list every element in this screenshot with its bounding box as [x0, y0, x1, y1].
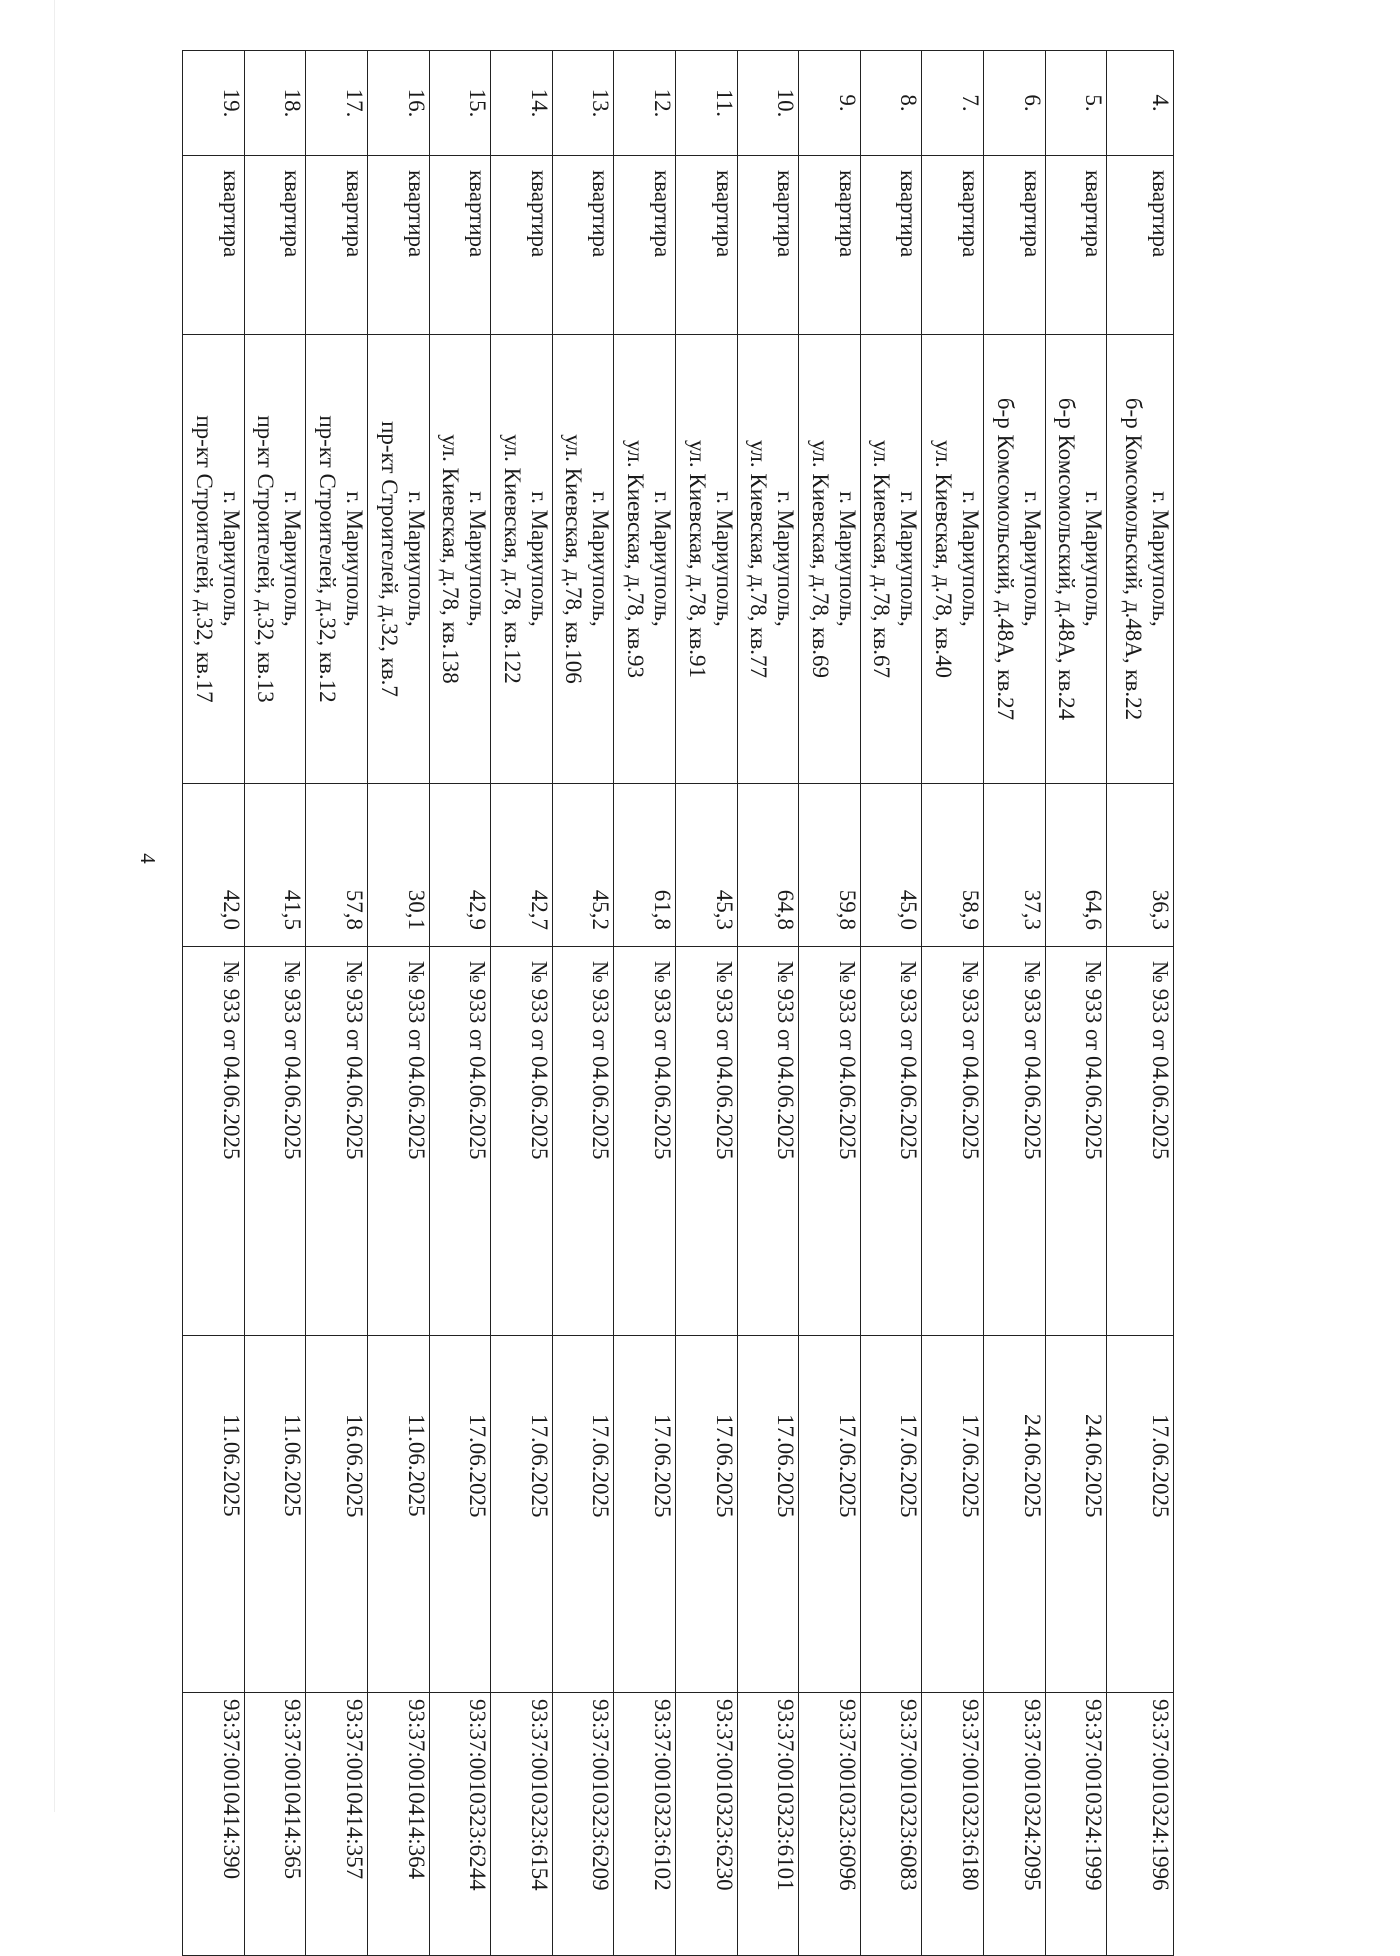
table-row — [368, 51, 430, 1956]
cell-cadastral-number: 93:37:0010414:357 — [306, 1693, 368, 1956]
cell-cadastral-number: 93:37:0010323:6244 — [429, 1693, 491, 1956]
cell-decree-reference: № 933 от 04.06.2025 — [306, 947, 368, 1336]
cell-registration-date: 11.06.2025 — [244, 1336, 306, 1693]
cell-row-number: 15. — [429, 51, 491, 156]
cell-registration-date: 17.06.2025 — [552, 1336, 614, 1693]
table-row — [614, 51, 676, 1956]
cell-cadastral-number: 93:37:0010324:1999 — [1045, 1693, 1107, 1956]
address-street: ул. Киевская, д.78, кв.77 — [746, 439, 772, 679]
cell-area: 64,8 — [737, 784, 799, 947]
cell-object-type: квартира — [1107, 156, 1174, 335]
cell-row-number: 14. — [491, 51, 553, 156]
cell-decree-reference: № 933 от 04.06.2025 — [368, 947, 430, 1336]
cell-area: 61,8 — [614, 784, 676, 947]
cell-address — [1107, 335, 1174, 784]
table-row — [491, 51, 553, 1956]
table-body — [183, 51, 1174, 1956]
address-city: г. Мариуполь, — [1148, 491, 1173, 627]
cell-registration-date: 24.06.2025 — [984, 1336, 1046, 1693]
address-street: б-р Комсомольский, д.48А, кв.22 — [1121, 397, 1146, 721]
cell-row-number: 16. — [368, 51, 430, 156]
cell-area: 37,3 — [984, 784, 1046, 947]
cell-area: 36,3 — [1107, 784, 1174, 947]
address-city: г. Мариуполь, — [1081, 491, 1107, 627]
address-city: г. Мариуполь, — [342, 491, 368, 627]
cell-area: 45,2 — [552, 784, 614, 947]
cell-object-type: квартира — [1045, 156, 1107, 335]
address-street: ул. Киевская, д.78, кв.69 — [807, 439, 833, 679]
table-row — [306, 51, 368, 1956]
cell-registration-date: 11.06.2025 — [183, 1336, 245, 1693]
cell-decree-reference: № 933 от 04.06.2025 — [491, 947, 553, 1336]
scan-edge-line — [54, 0, 55, 1812]
cell-address — [429, 335, 491, 784]
cell-decree-reference: № 933 от 04.06.2025 — [183, 947, 245, 1336]
cell-object-type: квартира — [244, 156, 306, 335]
cell-address — [306, 335, 368, 784]
cell-registration-date: 17.06.2025 — [676, 1336, 738, 1693]
cell-address — [614, 335, 676, 784]
cell-cadastral-number: 93:37:0010323:6102 — [614, 1693, 676, 1956]
address-city: г. Мариуполь, — [958, 491, 984, 627]
cell-area: 30,1 — [368, 784, 430, 947]
cell-object-type: квартира — [984, 156, 1046, 335]
address-street: б-р Комсомольский, д.48А, кв.24 — [1054, 397, 1080, 721]
cell-decree-reference: № 933 от 04.06.2025 — [676, 947, 738, 1336]
cell-row-number: 12. — [614, 51, 676, 156]
cell-decree-reference: № 933 от 04.06.2025 — [244, 947, 306, 1336]
address-street: пр-кт Строителей, д.32, кв.17 — [191, 415, 217, 703]
address-city: г. Мариуполь, — [650, 491, 676, 627]
address-city: г. Мариуполь, — [280, 491, 306, 627]
cell-decree-reference: № 933 от 04.06.2025 — [614, 947, 676, 1336]
cell-registration-date: 17.06.2025 — [860, 1336, 922, 1693]
address-street: пр-кт Строителей, д.32, кв.12 — [315, 415, 341, 703]
cell-address — [799, 335, 861, 784]
address-street: ул. Киевская, д.78, кв.122 — [499, 434, 525, 684]
cell-registration-date: 17.06.2025 — [429, 1336, 491, 1693]
rotated-table-container — [182, 50, 1174, 1891]
cell-row-number: 18. — [244, 51, 306, 156]
cell-cadastral-number: 93:37:0010324:1996 — [1107, 1693, 1174, 1956]
address-city: г. Мариуполь, — [1019, 491, 1045, 627]
address-city: г. Мариуполь, — [896, 491, 922, 627]
table-row — [244, 51, 306, 1956]
cell-address — [1045, 335, 1107, 784]
cell-area: 42,9 — [429, 784, 491, 947]
cell-area: 45,3 — [676, 784, 738, 947]
cell-row-number: 7. — [922, 51, 984, 156]
cell-row-number: 9. — [799, 51, 861, 156]
cell-decree-reference: № 933 от 04.06.2025 — [737, 947, 799, 1336]
cell-cadastral-number: 93:37:0010323:6180 — [922, 1693, 984, 1956]
cell-cadastral-number: 93:37:0010414:365 — [244, 1693, 306, 1956]
cell-address — [183, 335, 245, 784]
cell-registration-date: 17.06.2025 — [1107, 1336, 1174, 1693]
cell-object-type: квартира — [183, 156, 245, 335]
cell-object-type: квартира — [737, 156, 799, 335]
cell-decree-reference: № 933 от 04.06.2025 — [1107, 947, 1174, 1336]
cell-object-type: квартира — [306, 156, 368, 335]
cell-cadastral-number: 93:37:0010323:6154 — [491, 1693, 553, 1956]
address-city: г. Мариуполь, — [403, 491, 429, 627]
cell-address — [552, 335, 614, 784]
cell-registration-date: 16.06.2025 — [306, 1336, 368, 1693]
cell-address — [860, 335, 922, 784]
cell-row-number: 11. — [676, 51, 738, 156]
cell-area: 45,0 — [860, 784, 922, 947]
cell-address — [491, 335, 553, 784]
cell-row-number: 5. — [1045, 51, 1107, 156]
cell-registration-date: 17.06.2025 — [491, 1336, 553, 1693]
table-row — [984, 51, 1046, 1956]
cell-object-type: квартира — [552, 156, 614, 335]
cell-registration-date: 24.06.2025 — [1045, 1336, 1107, 1693]
cell-cadastral-number: 93:37:0010414:390 — [183, 1693, 245, 1956]
cell-decree-reference: № 933 от 04.06.2025 — [860, 947, 922, 1336]
cell-registration-date: 17.06.2025 — [614, 1336, 676, 1693]
table-row — [860, 51, 922, 1956]
table-row — [552, 51, 614, 1956]
table-row — [737, 51, 799, 1956]
address-street: ул. Киевская, д.78, кв.40 — [931, 439, 957, 679]
cell-cadastral-number: 93:37:0010324:2095 — [984, 1693, 1046, 1956]
address-city: г. Мариуполь, — [218, 491, 244, 627]
cell-object-type: квартира — [614, 156, 676, 335]
cell-decree-reference: № 933 от 04.06.2025 — [1045, 947, 1107, 1336]
cell-address — [676, 335, 738, 784]
address-city: г. Мариуполь, — [526, 491, 552, 627]
cell-decree-reference: № 933 от 04.06.2025 — [429, 947, 491, 1336]
address-city: г. Мариуполь, — [465, 491, 491, 627]
cell-address — [984, 335, 1046, 784]
cell-cadastral-number: 93:37:0010323:6096 — [799, 1693, 861, 1956]
cell-cadastral-number: 93:37:0010323:6209 — [552, 1693, 614, 1956]
address-street: ул. Киевская, д.78, кв.93 — [623, 439, 649, 679]
cell-object-type: квартира — [922, 156, 984, 335]
cell-object-type: квартира — [860, 156, 922, 335]
cell-cadastral-number: 93:37:0010323:6101 — [737, 1693, 799, 1956]
address-city: г. Мариуполь, — [711, 491, 737, 627]
cell-address — [922, 335, 984, 784]
cell-area: 57,8 — [306, 784, 368, 947]
address-street: ул. Киевская, д.78, кв.91 — [684, 439, 710, 679]
cell-decree-reference: № 933 от 04.06.2025 — [984, 947, 1046, 1336]
table-row — [1045, 51, 1107, 1956]
cell-row-number: 17. — [306, 51, 368, 156]
cell-cadastral-number: 93:37:0010323:6083 — [860, 1693, 922, 1956]
cell-address — [244, 335, 306, 784]
cell-area: 41,5 — [244, 784, 306, 947]
cell-decree-reference: № 933 от 04.06.2025 — [799, 947, 861, 1336]
cell-cadastral-number: 93:37:0010323:6230 — [676, 1693, 738, 1956]
cell-registration-date: 17.06.2025 — [922, 1336, 984, 1693]
cell-object-type: квартира — [799, 156, 861, 335]
cell-row-number: 19. — [183, 51, 245, 156]
address-city: г. Мариуполь, — [773, 491, 799, 627]
cell-registration-date: 17.06.2025 — [799, 1336, 861, 1693]
cell-row-number: 4. — [1107, 51, 1174, 156]
cell-row-number: 8. — [860, 51, 922, 156]
cell-registration-date: 17.06.2025 — [737, 1336, 799, 1693]
address-city: г. Мариуполь, — [588, 491, 614, 627]
cell-row-number: 10. — [737, 51, 799, 156]
cell-object-type: квартира — [676, 156, 738, 335]
cell-area: 58,9 — [922, 784, 984, 947]
cell-decree-reference: № 933 от 04.06.2025 — [552, 947, 614, 1336]
cell-area: 42,7 — [491, 784, 553, 947]
cell-registration-date: 11.06.2025 — [368, 1336, 430, 1693]
property-table — [182, 50, 1174, 1956]
table-row — [183, 51, 245, 1956]
table-row — [1107, 51, 1174, 1956]
cell-area: 42,0 — [183, 784, 245, 947]
cell-cadastral-number: 93:37:0010414:364 — [368, 1693, 430, 1956]
cell-decree-reference: № 933 от 04.06.2025 — [922, 947, 984, 1336]
cell-object-type: квартира — [491, 156, 553, 335]
cell-row-number: 13. — [552, 51, 614, 156]
table-row — [922, 51, 984, 1956]
address-street: б-р Комсомольский, д.48А, кв.27 — [992, 397, 1018, 721]
page-number: 4 — [135, 853, 160, 864]
table-row — [676, 51, 738, 1956]
address-street: ул. Киевская, д.78, кв.106 — [561, 434, 587, 684]
cell-address — [737, 335, 799, 784]
cell-row-number: 6. — [984, 51, 1046, 156]
cell-area: 64,6 — [1045, 784, 1107, 947]
cell-area: 59,8 — [799, 784, 861, 947]
table-row — [799, 51, 861, 1956]
cell-object-type: квартира — [368, 156, 430, 335]
address-street: пр-кт Строителей, д.32, кв.7 — [376, 421, 402, 697]
cell-object-type: квартира — [429, 156, 491, 335]
cell-address — [368, 335, 430, 784]
address-city: г. Мариуполь, — [834, 491, 860, 627]
address-street: ул. Киевская, д.78, кв.138 — [438, 434, 464, 684]
address-street: ул. Киевская, д.78, кв.67 — [869, 439, 895, 679]
address-street: пр-кт Строителей, д.32, кв.13 — [253, 415, 279, 703]
table-row — [429, 51, 491, 1956]
